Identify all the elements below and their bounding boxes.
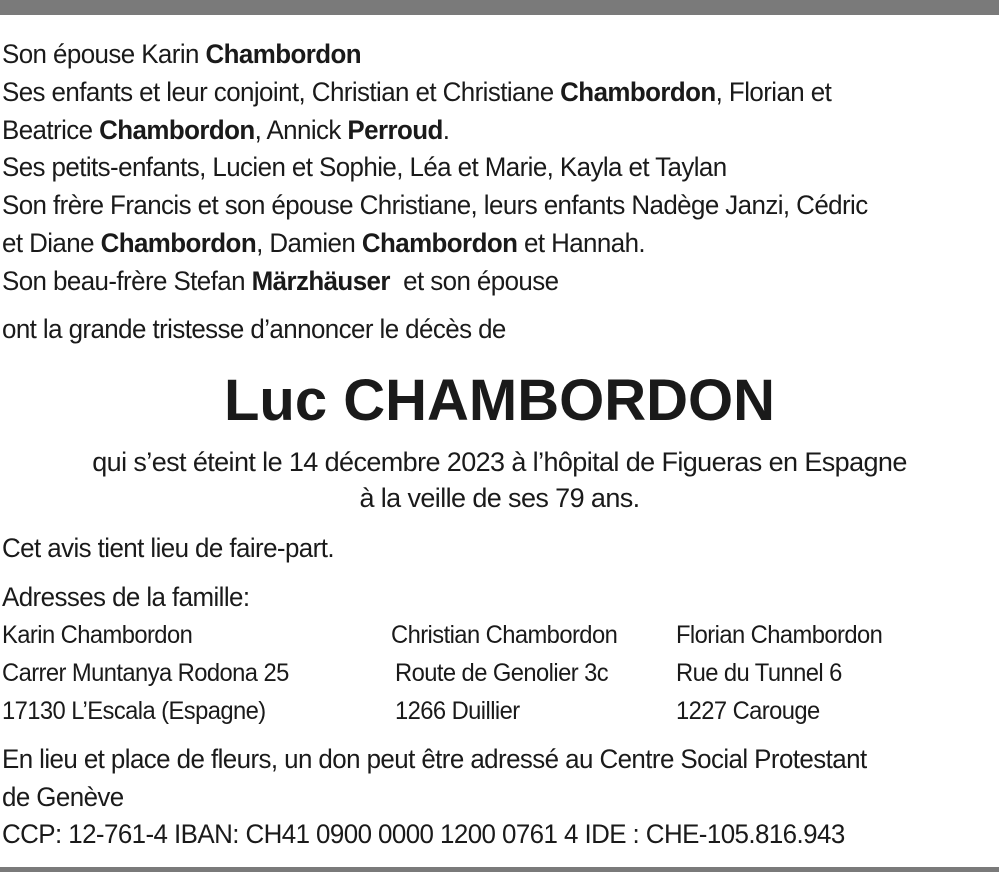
death-details-line1: qui s’est éteint le 14 décembre 2023 à l’hôpital de Figueras en Espagne	[92, 447, 907, 477]
family-line-brother-cont	[2, 224, 645, 262]
donation-line2: de Genève	[2, 782, 124, 812]
family-line-grandchildren: Ses petits-enfants, Lucien et Sophie, Léa et Marie, Kayla et Taylan	[2, 152, 727, 182]
address-1-name: Karin Chambordon	[2, 621, 193, 649]
bold-surname: Chambordon	[99, 115, 255, 145]
address-1-street: Carrer Muntanya Rodona 25	[2, 659, 289, 687]
text-span: Son épouse Karin	[2, 39, 206, 69]
death-details-line2: à la veille de ses 79 ans.	[359, 483, 640, 513]
text-span: , Florian et	[715, 77, 832, 107]
address-3-name: Florian Chambordon	[676, 621, 883, 649]
text-span: et son épouse	[389, 266, 559, 296]
family-line-brother-in-law	[2, 262, 559, 300]
notice-text: Cet avis tient lieu de faire-part.	[2, 533, 334, 563]
bold-surname: Perroud	[347, 115, 443, 145]
donation-line1: En lieu et place de fleurs, un don peut être adressé au Centre Social Protestant	[2, 744, 867, 774]
bold-surname: Märzhäuser	[251, 266, 390, 296]
deceased-name: Luc CHAMBORDON	[224, 368, 775, 433]
text-span: .	[442, 115, 450, 145]
family-line-spouse	[2, 35, 361, 73]
text-span: Beatrice	[2, 115, 100, 145]
text-span: et Hannah.	[517, 228, 646, 258]
family-line-children-cont	[2, 111, 449, 149]
bold-surname: Chambordon	[361, 228, 518, 258]
bold-surname: Chambordon	[205, 39, 362, 69]
text-span: , Damien	[256, 228, 362, 258]
address-2-city: 1266 Duillier	[395, 697, 520, 725]
address-2-name: Christian Chambordon	[391, 621, 618, 649]
address-3-city: 1227 Carouge	[676, 697, 820, 725]
bold-surname: Chambordon	[560, 77, 716, 107]
addresses-title: Adresses de la famille:	[2, 582, 250, 612]
bottom-border	[0, 867, 999, 872]
bold-surname: Chambordon	[100, 228, 257, 258]
address-1-city: 17130 L’Escala (Espagne)	[2, 697, 266, 725]
text-span: Son beau-frère Stefan	[2, 266, 252, 296]
family-line-brother: Son frère Francis et son épouse Christiane, leurs enfants Nadège Janzi, Cédric	[2, 190, 868, 220]
announcement-text: ont la grande tristesse d’annoncer le décès de	[2, 314, 506, 344]
address-2-street: Route de Genolier 3c	[395, 659, 609, 687]
text-span: , Annick	[254, 115, 348, 145]
top-border	[0, 0, 999, 15]
text-span: Ses enfants et leur conjoint, Christian et Christiane	[2, 77, 561, 107]
family-line-children	[2, 73, 831, 111]
address-3-street: Rue du Tunnel 6	[676, 659, 842, 687]
text-span: et Diane	[2, 228, 101, 258]
bank-details: CCP: 12-761-4 IBAN: CH41 0900 0000 1200 0761 4 IDE : CHE-105.816.943	[2, 819, 845, 849]
